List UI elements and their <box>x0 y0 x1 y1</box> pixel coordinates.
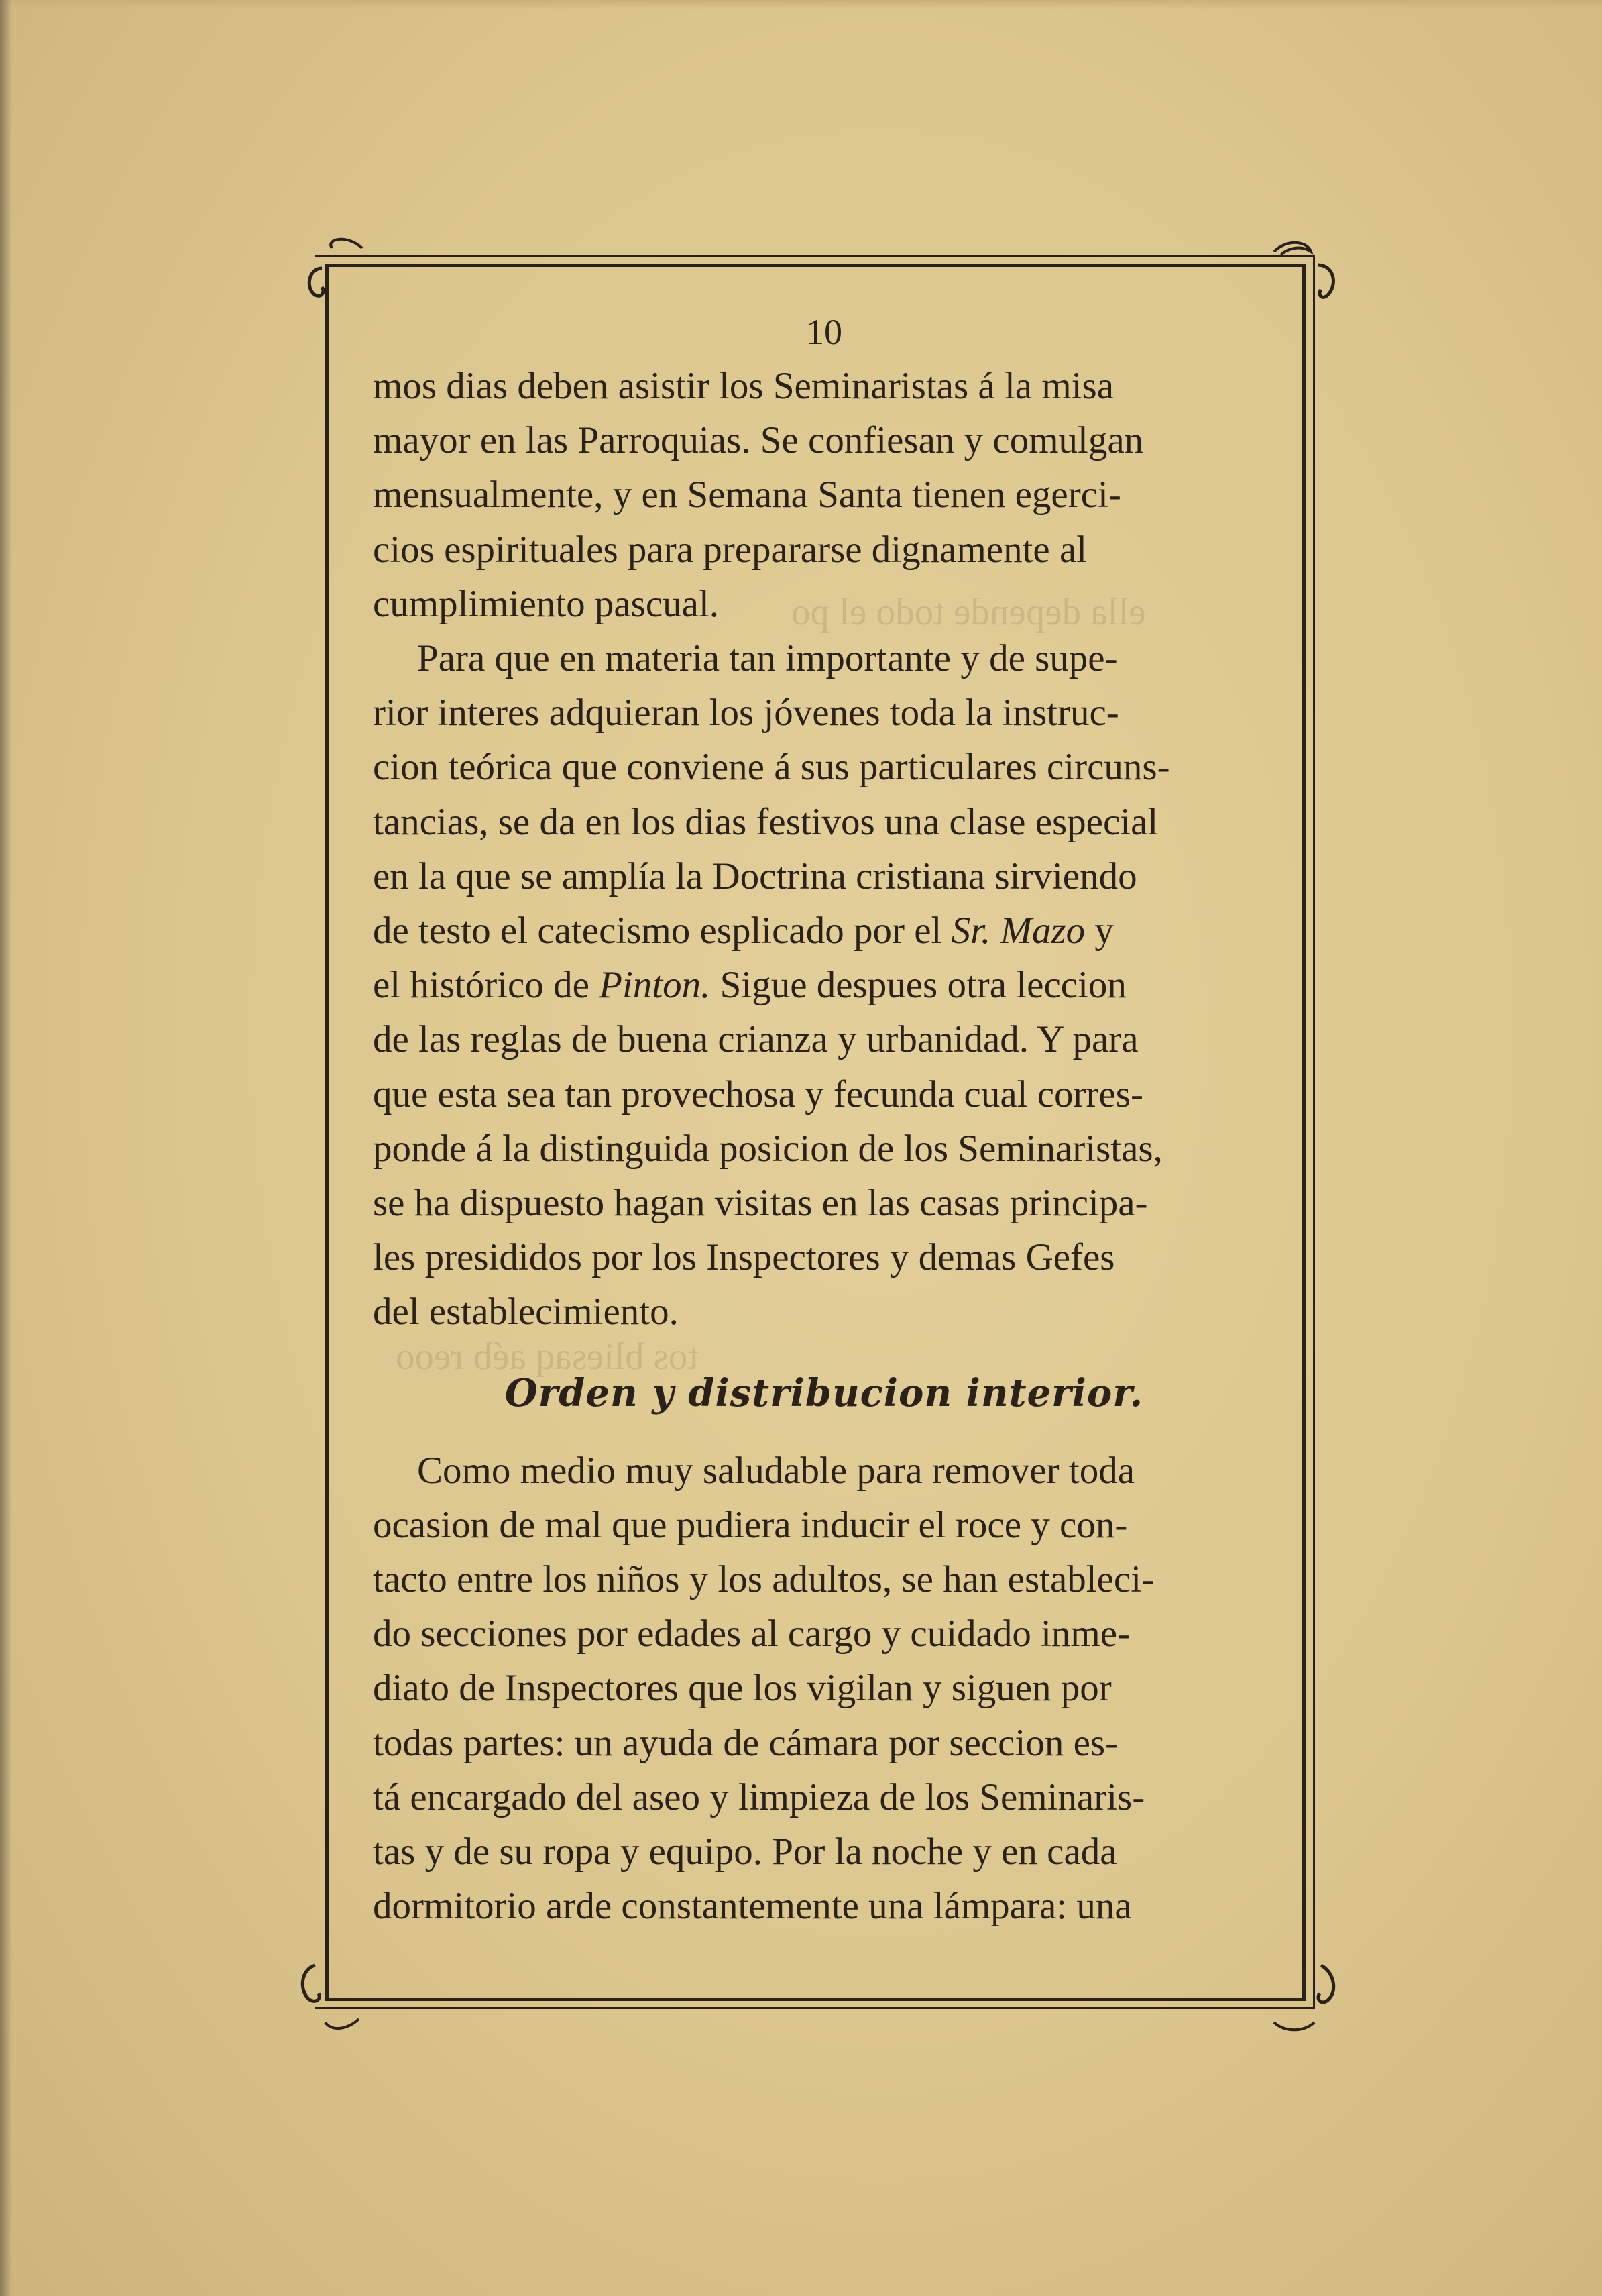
text-segment: el histórico de <box>373 964 599 1007</box>
text-line: del establecimiento. <box>373 1291 679 1333</box>
page-number: 10 <box>806 312 842 352</box>
text-line: Como medio muy saludable para remover toda <box>417 1449 1135 1492</box>
page-left-edge <box>0 0 12 2296</box>
text-line: do secciones por edades al cargo y cuidado inme- <box>373 1612 1131 1655</box>
text-line: les presididos por los Inspectores y demas Gefes <box>373 1236 1115 1279</box>
text-line: tas y de su ropa y equipo. Por la noche y en cada <box>373 1830 1117 1873</box>
text-line: dormitorio arde constantemente una lámpara: una <box>373 1885 1132 1928</box>
text-line: tá encargado del aseo y limpieza de los Seminaris- <box>373 1775 1145 1818</box>
border-rule-top <box>315 255 1314 257</box>
text-line <box>373 904 1275 958</box>
text-line: mos dias deben asistir los Seminaristas á la misa <box>373 365 1114 407</box>
text-line <box>373 958 1275 1012</box>
text-line: cion teórica que conviene á sus particulares circuns- <box>373 746 1170 789</box>
border-rule-bottom <box>315 2007 1314 2009</box>
corner-flourish-top-right <box>1261 228 1348 315</box>
text-line: tancias, se da en los dias festivos una clase especial <box>373 800 1159 843</box>
text-line: Para que en materia tan importante y de supe- <box>417 637 1118 680</box>
text-line: cios espirituales para prepararse dignamente al <box>373 528 1088 571</box>
page-text-block <box>373 305 1275 1933</box>
text-line: de las reglas de buena crianza y urbanidad. Y para <box>373 1018 1139 1061</box>
text-segment: Sigue despues otra leccion <box>710 964 1127 1007</box>
text-line: mayor en las Parroquias. Se confiesan y comulgan <box>373 419 1144 462</box>
page-top-edge <box>0 0 1602 9</box>
text-line: ocasion de mal que pudiera inducir el roce y con- <box>373 1503 1128 1546</box>
paragraph-continuation <box>373 359 1275 631</box>
paragraph-religious-instruction <box>373 631 1275 1340</box>
italic-author-name: Pinton. <box>599 964 711 1007</box>
bleed-through-shadow-1: ella depende todo el po <box>791 591 1146 633</box>
section-heading: Orden y distribucion interior. <box>504 1370 1144 1415</box>
text-line: mensualmente, y en Semana Santa tienen egerci- <box>373 474 1121 516</box>
paragraph-internal-order <box>373 1443 1275 1934</box>
corner-flourish-top-left <box>295 228 376 309</box>
border-rule-right <box>1313 255 1315 2009</box>
text-line: que esta sea tan provechosa y fecunda cual corres- <box>373 1073 1143 1115</box>
text-line: en la que se amplía la Doctrina cristiana sirviendo <box>373 855 1137 897</box>
bleed-through-shadow-2: tos bliesaq aéb reoo <box>396 1335 699 1378</box>
text-line: se ha dispuesto hagan visitas en las casas principa- <box>373 1182 1148 1225</box>
text-segment: de testo el catecismo esplicado por el <box>373 910 952 952</box>
corner-flourish-bottom-right <box>1261 1959 1348 2046</box>
text-line: ponde á la distinguida posicion de los Seminaristas, <box>373 1127 1163 1170</box>
corner-flourish-bottom-left <box>288 1959 376 2046</box>
italic-author-name: Sr. Mazo <box>951 910 1086 952</box>
text-segment: y <box>1085 910 1114 952</box>
text-line: diato de Inspectores que los vigilan y siguen por <box>373 1667 1112 1710</box>
text-line: cumplimiento pascual. <box>373 582 720 625</box>
text-line: tacto entre los niños y los adultos, se han estableci- <box>373 1558 1155 1601</box>
text-line: todas partes: un ayuda de cámara por seccion es- <box>373 1721 1119 1764</box>
text-line: rior interes adquieran los jóvenes toda la instruc- <box>373 692 1119 734</box>
